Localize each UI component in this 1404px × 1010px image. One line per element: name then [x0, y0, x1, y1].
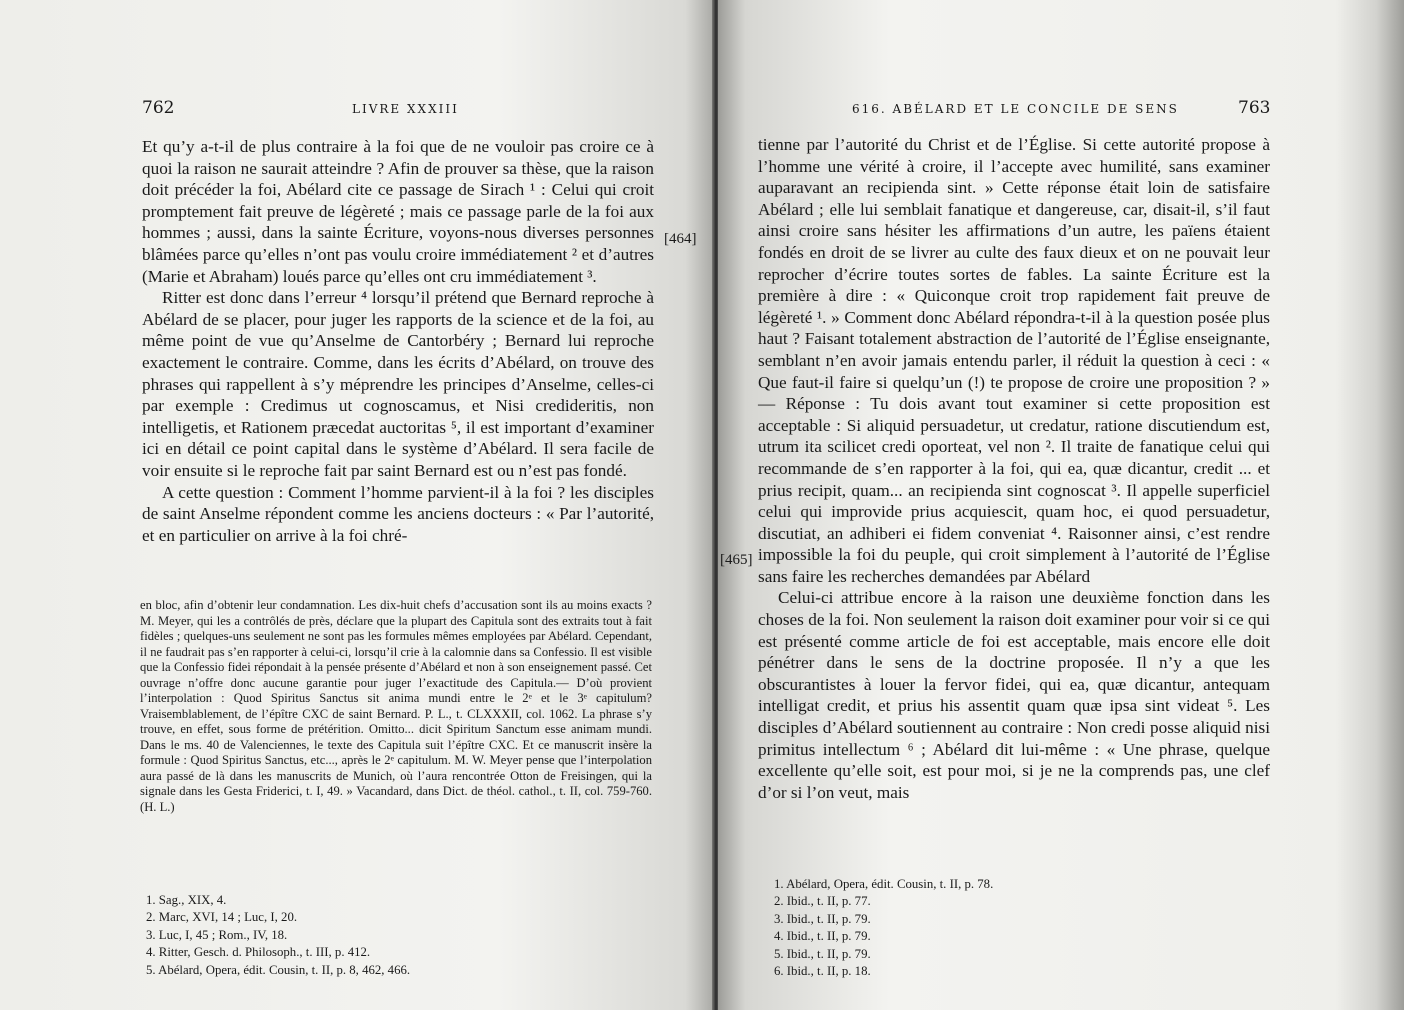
paragraph: Celui-ci attribue encore à la raison une deuxième fonction dans les choses de la foi. Non seulement la raison doit examiner pour voir si ce qui est présenté comme article de foi est acceptable, mais encore elle doit pénétrer dans le sens de la doctrine proposée. Il n’y a que les obscurantistes à louer la fervor fidei, qui ea, quæ dicantur, antequam intelligat credit, et prius his assentit quam quæ ipsa sint videat ⁵. Les disciples d’Abélard soutiennent au contraire : Non credi posse aliquid nisi primitus intellectum ⁶ ; Abélard dit lui-même : « Une phrase, quelque excellente qu’elle soit, est pour moi, si je ne la comprends pas, une clef d’or si l’on veut, mais [758, 588, 1270, 802]
margin-reference: [464] [664, 231, 697, 247]
paragraph: Et qu’y a-t-il de plus contraire à la foi que de ne vouloir pas croire ce à quoi la raison ne saurait atteindre ? Afin de prouver sa thèse, que la raison doit précéder la foi, Abélard cite ce passage de Sirach ¹ : Celui qui croit promptement fait preuve de légèreté ; mais ce passage parle de la foi aux hommes ; aussi, dans la sainte Écriture, voyons-nous diverses personnes blâmées parce qu’elles n’ont pas voulu croire immédiatement ² et d’autres (Marie et Abraham) loués parce qu’elles ont cru immédiatement ³. [142, 137, 654, 286]
footnote: 6. Ibid., t. II, p. 18. [774, 964, 871, 979]
footnote: 3. Luc, I, 45 ; Rom., IV, 18. [146, 927, 288, 942]
running-header: 616. ABÉLARD ET LE CONCILE DE SENS [852, 102, 1179, 116]
main-text [758, 134, 1270, 803]
paragraph: A cette question : Comment l’homme parvient-il à la foi ? les disciples de saint Anselme répondent comme les anciens docteurs : « Par l’autorité, et en particulier on arrive à la foi chré- [142, 482, 654, 545]
footnote: 5. Abélard, Opera, édit. Cousin, t. II, p. 8, 462, 466. [146, 962, 411, 977]
footnotes [146, 892, 410, 979]
footnote: 1. Abélard, Opera, édit. Cousin, t. II, p. 78. [774, 877, 994, 891]
main-text [142, 136, 654, 546]
paragraph: tienne par l’autorité du Christ et de l’Église. Si cette autorité propose à l’homme une vérité à croire, il l’accepte avec humilité, sans examiner auparavant an recipienda sint. » Cette réponse était loin de satisfaire Abélard ; elle lui semblait fanatique et dangereuse, car, disait-il, s’il faut ainsi croire sans hésiter les affirmations d’un autre, les païens étaient fondés en droit de se livrer au culte des faux dieux et on ne pouvait leur reprocher d’écrire toutes sortes de fables. La sainte Écriture est la première à dire : « Quiconque croit trop rapidement fait preuve de légèreté ¹. » Comment donc Abélard répondra-t-il à la question posée plus haut ? Faisant totalement abstraction de l’autorité de l’Église enseignante, semblant n’en avoir jamais entendu parler, il réduit la question à ceci : « Que faut-il faire si quelqu’un (!) te propose de croire une proposition ? » — Réponse : Tu dois avant tout examiner si cette proposition est acceptable : Si aliquid persuadetur, ut credatur, ratione discutiendum est, utrum ita scilicet credi oporteat, vel non ². Il traite de fanatique celui qui recommande de s’en rapporter à la foi, qui ea, quæ dicantur, credit ... et prius recipit, quam... an recipienda sint cognoscat ³. Il appelle superficiel celui qui improvide prius acquiescit, quam hoc, ei quod persuadetur, discutiat, an adhiberi ei fidem conveniat ⁴. Raisonner ainsi, c’est rendre impossible la foi du peuple, qui croit simplement à l’autorité de l’Église sans faire les recherches demandées par Abélard [758, 135, 1270, 586]
footnote: 2. Marc, XVI, 14 ; Luc, I, 20. [146, 910, 298, 925]
footnote: 3. Ibid., t. II, p. 79. [774, 911, 871, 926]
page-number: 763 [1238, 98, 1271, 118]
paragraph: Ritter est donc dans l’erreur ⁴ lorsqu’il prétend que Bernard reproche à Abélard de se placer, pour juger les rapports de la science et de la foi, au même point de vue qu’Anselme de Cantorbéry ; Bernard lui reproche exactement le contraire. Comme, dans les écrits d’Abélard, on trouve des phrases qui rappellent à s’y méprendre les principes d’Anselme, celles-ci par exemple : Credimus ut cognoscamus, et Nisi credideritis, non intelligetis, et Rationem præcedat auctoritas ⁵, il est important d’examiner ici en détail ce point capital dans le système d’Abélard. Il sera facile de voir ensuite si le reproche fait par saint Bernard est ou n’est pas fondé. [142, 288, 654, 480]
footnote: 4. Ritter, Gesch. d. Philosoph., t. III, p. 412. [146, 945, 371, 960]
footnote-continuation: en bloc, afin d’obtenir leur condamnation. Les dix-huit chefs d’accusation sont ils au moins exacts ? M. Meyer, qui les a contrôlés de près, déclare que la plupart des Capitula sont des extraits tout à fait fidèles ; quelques-uns seulement ne sont pas les formules mêmes employées par Abélard. Cependant, il ne faudrait pas s’en rapporter à celui-ci, lorsqu’il crie à la calomnie dans sa Confessio. Il est visible que la Confessio fidei répondait à la pensée présente d’Abélard et non à son enseignement passé. Cet ouvrage n’offre donc aucune garantie pour juger l’exactitude des Capitula.— D’où provient l’interpolation : Quod Spiritus Sanctus sit anima mundi entre le 2ᵉ et le 3ᵉ capitulum? Vraisemblablement, de l’épître CXC de saint Bernard. P. L., t. CLXXXII, col. 1062. La phrase s’y trouve, en effet, sous forme de prétérition. Omitto... dicit Spiritum Sanctum esse animam mundi. Dans le ms. 40 de Valenciennes, le texte des Capitula suit l’épître CXC. Et ce manuscrit insère la formule : Quod Spiritus Sanctus, etc..., après le 2ᵉ capitulum. M. W. Meyer pense que l’interpolation aura passé de là dans les manuscrits de Munich, où l’aura rencontrée Otton de Freisingen, qui la signale dans les Gesta Friderici, t. I, 49. » Vacandard, dans Dict. de théol. cathol., t. II, col. 759-760. (H. L.) [140, 598, 652, 814]
footnote: 4. Ibid., t. II, p. 79. [774, 929, 871, 944]
footnotes [774, 876, 993, 980]
right-page [718, 0, 1404, 1010]
footnote: 5. Ibid., t. II, p. 79. [774, 946, 871, 961]
page-number: 762 [142, 98, 175, 118]
margin-reference: [465] [720, 552, 753, 568]
footnote: 1. Sag., XIX, 4. [146, 893, 227, 907]
running-header: LIVRE XXXIII [352, 102, 459, 116]
footnote: 2. Ibid., t. II, p. 77. [774, 894, 871, 909]
